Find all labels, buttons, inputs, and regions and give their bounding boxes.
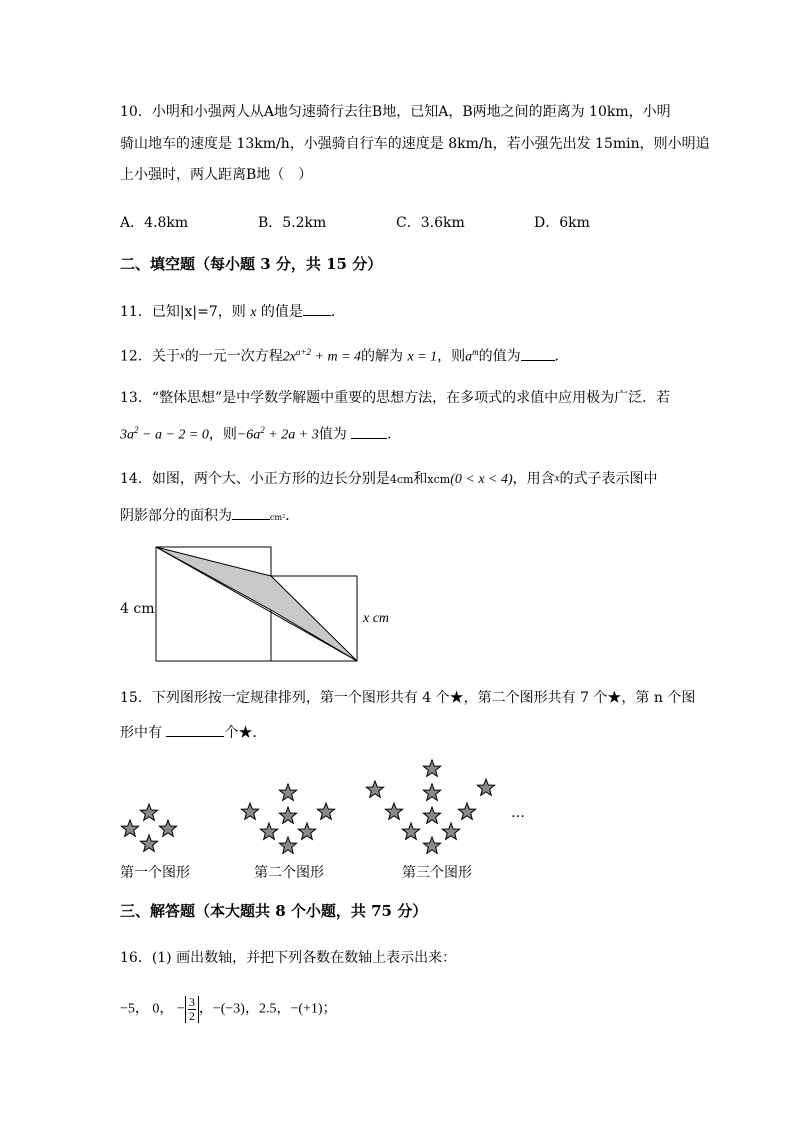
q10-option-b: B．5.2km — [258, 215, 327, 231]
q14-small: xcm — [427, 473, 451, 486]
label-xcm: x cm — [363, 611, 390, 626]
q14-line2-end: ． — [285, 508, 300, 524]
star-icon-fig2-4 — [260, 823, 277, 839]
q12-sol: x = 1 — [407, 349, 438, 365]
q12-mid: 的一元一次方程 — [184, 348, 283, 365]
q16-line2 — [120, 996, 337, 1023]
ellipsis: … — [511, 805, 525, 821]
q12-suffix: 的值为 — [478, 348, 521, 365]
q16-abs — [185, 996, 199, 1023]
sep: ， — [276, 1001, 291, 1017]
q12-pow: a — [465, 349, 473, 365]
star-icon-fig3-8 — [423, 807, 440, 823]
q12-eq: 2x — [282, 349, 296, 365]
star-icon-fig2-3 — [317, 803, 334, 819]
q13-eq2a: −6a — [236, 427, 261, 443]
q14-var: x — [554, 472, 560, 484]
star-icon-fig2-1 — [241, 803, 258, 819]
q12-exp: a+2 — [295, 347, 312, 357]
star-icon-fig3-4 — [423, 784, 440, 800]
q13-eq2b: + 2a + 3 — [264, 427, 319, 443]
star-icon-fig3-9 — [442, 823, 459, 839]
q12-var: x — [179, 349, 185, 362]
star-icon-fig2-7 — [279, 837, 296, 853]
section-2-title: 二、填空题（每小题 3 分，共 15 分） — [120, 255, 383, 273]
q14-cond: (0 < x < 4) — [450, 472, 513, 487]
q16-n6: −(+1) — [290, 1001, 323, 1017]
section-3-title: 三、解答题（本大题共 8 个小题，共 75 分） — [120, 902, 428, 920]
q14-prefix: 14．如图，两个大、小正方形的边长分别是 — [120, 471, 390, 487]
q11-var: x — [250, 305, 257, 320]
q16-num: 3 — [188, 995, 195, 1009]
q10-line1: 10．小明和小强两人从A地匀速骑行去往B地，已知A，B两地之间的距离为 10km，小明 — [120, 104, 671, 120]
q13-mid: ，则 — [208, 426, 237, 443]
q16-fraction — [188, 996, 196, 1023]
q13-eq2exp: 2 — [260, 425, 265, 435]
q16-n2: 0 — [152, 1001, 160, 1017]
star-icon-fig2-2 — [279, 784, 296, 800]
q13-eq1exp: 2 — [134, 425, 139, 435]
q14-unit: cm² — [270, 513, 286, 522]
q14-line2-text: 阴影部分的面积为 — [120, 508, 232, 524]
q10-option-a: A．4.8km — [120, 215, 189, 231]
q15-suffix: 个★． — [224, 725, 267, 741]
star-icon-fig3-1 — [366, 781, 383, 797]
sep: ， — [134, 1001, 149, 1017]
q16-line1: 16．(1) 画出数轴，并把下列各数在数轴上表示出来： — [120, 950, 457, 966]
star-icon-fig3-6 — [458, 803, 475, 819]
q13-end: ． — [387, 426, 402, 443]
star-icon-fig1-1 — [140, 804, 157, 820]
q14-suffix: ，用含 — [512, 471, 555, 487]
q12-end: ． — [554, 348, 569, 365]
q13-line1: 13．“整体思想”是中学数学解题中重要的思想方法，在多项式的求值中应用极为广泛．若 — [120, 390, 671, 406]
star-icon-fig2-6 — [298, 823, 315, 839]
star-icon-fig3-3 — [423, 760, 440, 776]
q16-n3-sign: − — [176, 1001, 185, 1017]
q13-suffix: 值为 — [318, 426, 352, 443]
q16-n4: −(−3) — [212, 1001, 245, 1017]
q14-big: 4cm — [389, 473, 414, 486]
q10-line2: 骑山地车的速度是 13km/h，小强骑自行车的速度是 8km/h，若小强先出发 15min，则小明追 — [120, 136, 710, 152]
q14-end: 的式子表示图中 — [559, 471, 658, 487]
label-4cm: 4 cm — [120, 601, 155, 617]
q11-suffix: 的值是 — [256, 304, 303, 320]
q15-prefix: 形中有 — [120, 725, 167, 741]
star-icon-fig1-4 — [140, 835, 157, 851]
sep: ， — [159, 1001, 174, 1017]
sep: ， — [198, 1001, 213, 1017]
q12-pow-exp: m — [472, 347, 479, 357]
sep: ， — [244, 1001, 259, 1017]
q13-eq1a: 3a — [120, 427, 134, 443]
q10-option-d: D．6km — [534, 215, 590, 231]
caption-figure-3: 第三个图形 — [402, 865, 472, 881]
star-icon-fig3-2 — [385, 803, 402, 819]
q12-mid2: 的解为 — [361, 348, 408, 365]
q11-end: ． — [330, 304, 345, 320]
q16-den: 2 — [188, 1009, 195, 1023]
q12-prefix: 12．关于 — [120, 348, 180, 365]
q16-end: ； — [322, 1001, 337, 1017]
star-icon-fig1-3 — [159, 820, 176, 836]
star-icon-fig1-2 — [121, 820, 138, 836]
star-icon-fig3-7 — [402, 823, 419, 839]
star-icon-fig3-10 — [423, 837, 440, 853]
q10-option-c: C．3.6km — [396, 215, 465, 231]
star-icon-fig3-5 — [477, 779, 494, 795]
caption-figure-2: 第二个图形 — [254, 865, 324, 881]
q12-eq-rest: + m = 4 — [311, 349, 362, 365]
q13-eq1b: − a − 2 = 0 — [138, 427, 209, 443]
q16-n5: 2.5 — [258, 1001, 277, 1017]
q12-mid3: ，则 — [437, 348, 466, 365]
q11-prefix: 11．已知|x|=7，则 — [120, 304, 251, 320]
q16-n1: −5 — [120, 1001, 135, 1017]
q14-and: 和 — [413, 471, 428, 487]
star-icon-fig2-5 — [279, 807, 296, 823]
caption-figure-1: 第一个图形 — [120, 865, 190, 881]
q15-line1: 15．下列图形按一定规律排列，第一个图形共有 4 个★，第二个图形共有 7 个★，第 n 个图 — [120, 690, 696, 706]
q10-line3: 上小强时，两人距离B地（ ） — [120, 167, 313, 183]
